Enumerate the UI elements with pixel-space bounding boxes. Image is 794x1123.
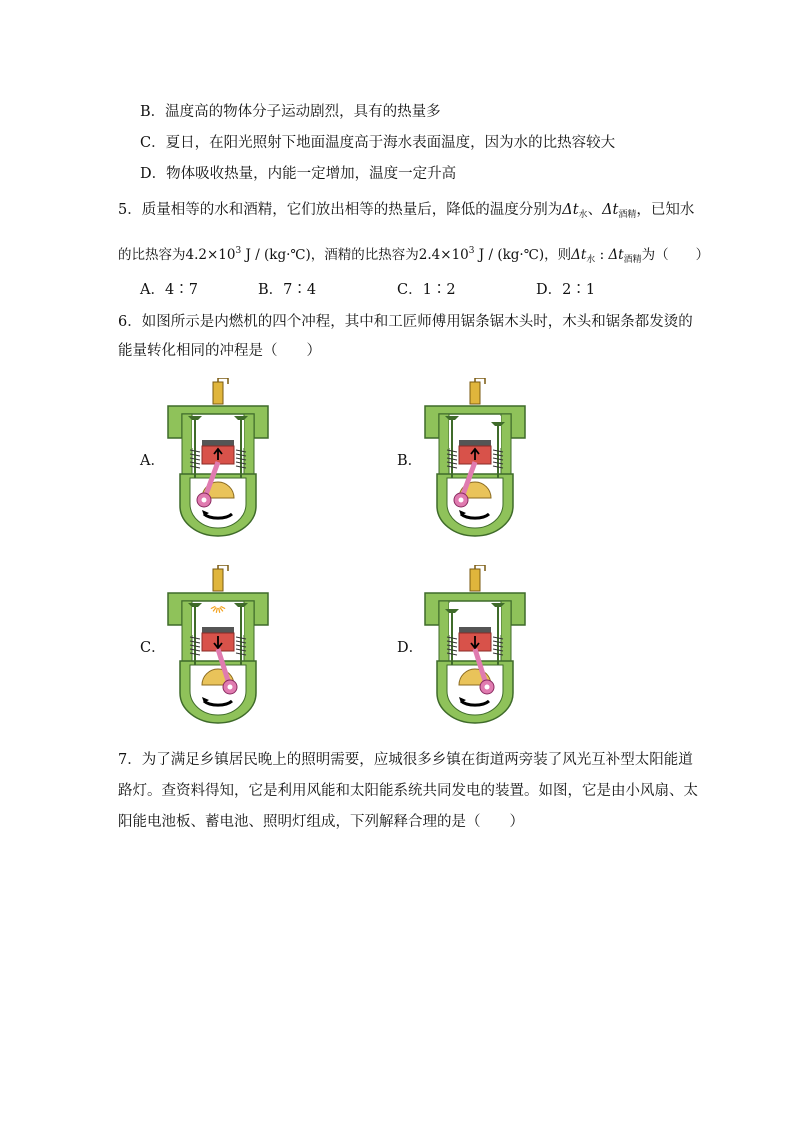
- piston-rings: [202, 627, 234, 633]
- q5-option-d: D．2∶1: [536, 282, 596, 298]
- q4-option-b: B．温度高的物体分子运动剧烈，具有的热量多: [140, 104, 441, 120]
- q6-line-2: 能量转化相同的冲程是（ ）: [118, 343, 321, 359]
- q7-line-2: 路灯。查资料得知，它是利用风能和太阳能系统共同发电的装置。如图，它是由小风扇、太: [118, 783, 698, 799]
- crank-pin-center: [202, 498, 207, 503]
- engine-label-a: A．: [140, 453, 165, 469]
- q4-option-c: C．夏日，在阳光照射下地面温度高于海水表面温度，因为水的比热容较大: [140, 135, 616, 151]
- engine-diagram-a: [158, 378, 278, 538]
- engine-diagram-b: [415, 378, 535, 538]
- q5-option-a: A．4∶7: [140, 282, 198, 298]
- spark-plug: [213, 569, 223, 591]
- engine-label-b: B．: [397, 453, 423, 469]
- engine-diagram-d: [415, 565, 535, 725]
- spark-plug: [470, 569, 480, 591]
- q4-option-d: D．物体吸收热量，内能一定增加，温度一定升高: [140, 166, 457, 182]
- piston-rings: [459, 627, 491, 633]
- q6-line-1: 6．如图所示是内燃机的四个冲程，其中和工匠师傅用锯条锯木头时，木头和锯条都发烫的: [118, 314, 693, 330]
- crank-pin-center: [459, 498, 464, 503]
- piston-rings: [459, 440, 491, 446]
- cylinder-wall-left: [439, 414, 449, 474]
- cylinder-wall-right: [244, 414, 254, 474]
- piston-rings: [202, 440, 234, 446]
- engine-label-d: D．: [397, 640, 424, 656]
- spark-plug: [470, 382, 480, 404]
- spark-plug: [213, 382, 223, 404]
- engine-diagram-c: [158, 565, 278, 725]
- q5-option-c: C．1∶2: [397, 282, 456, 298]
- crank-pin-center: [485, 685, 490, 690]
- cylinder-wall-left: [182, 601, 192, 661]
- engine-label-c: C．: [140, 640, 166, 656]
- cylinder-wall-left: [182, 414, 192, 474]
- q5-option-b: B．7∶4: [258, 282, 317, 298]
- cylinder-wall-right: [244, 601, 254, 661]
- crank-pin-center: [228, 685, 233, 690]
- cylinder-wall-right: [501, 601, 511, 661]
- q5-line-2: 的比热容为$4.2\times 10^3$ J / (kg·℃)，酒精的比热容为$2.4\times 10^3$ J / (kg·℃)，则$\Delta t_水$ : $\Delta t_{酒精}$为（ ）: [118, 246, 710, 265]
- q7-line-1: 7．为了满足乡镇居民晚上的照明需要，应城很多乡镇在街道两旁装了风光互补型太阳能道: [118, 752, 693, 768]
- q7-line-3: 阳能电池板、蓄电池、照明灯组成，下列解释合理的是（ ）: [118, 814, 524, 830]
- q5-line-1: 5．质量相等的水和酒精，它们放出相等的热量后，降低的温度分别为$\Delta t_水$、$\Delta t_{酒精}$，已知水: [118, 202, 695, 220]
